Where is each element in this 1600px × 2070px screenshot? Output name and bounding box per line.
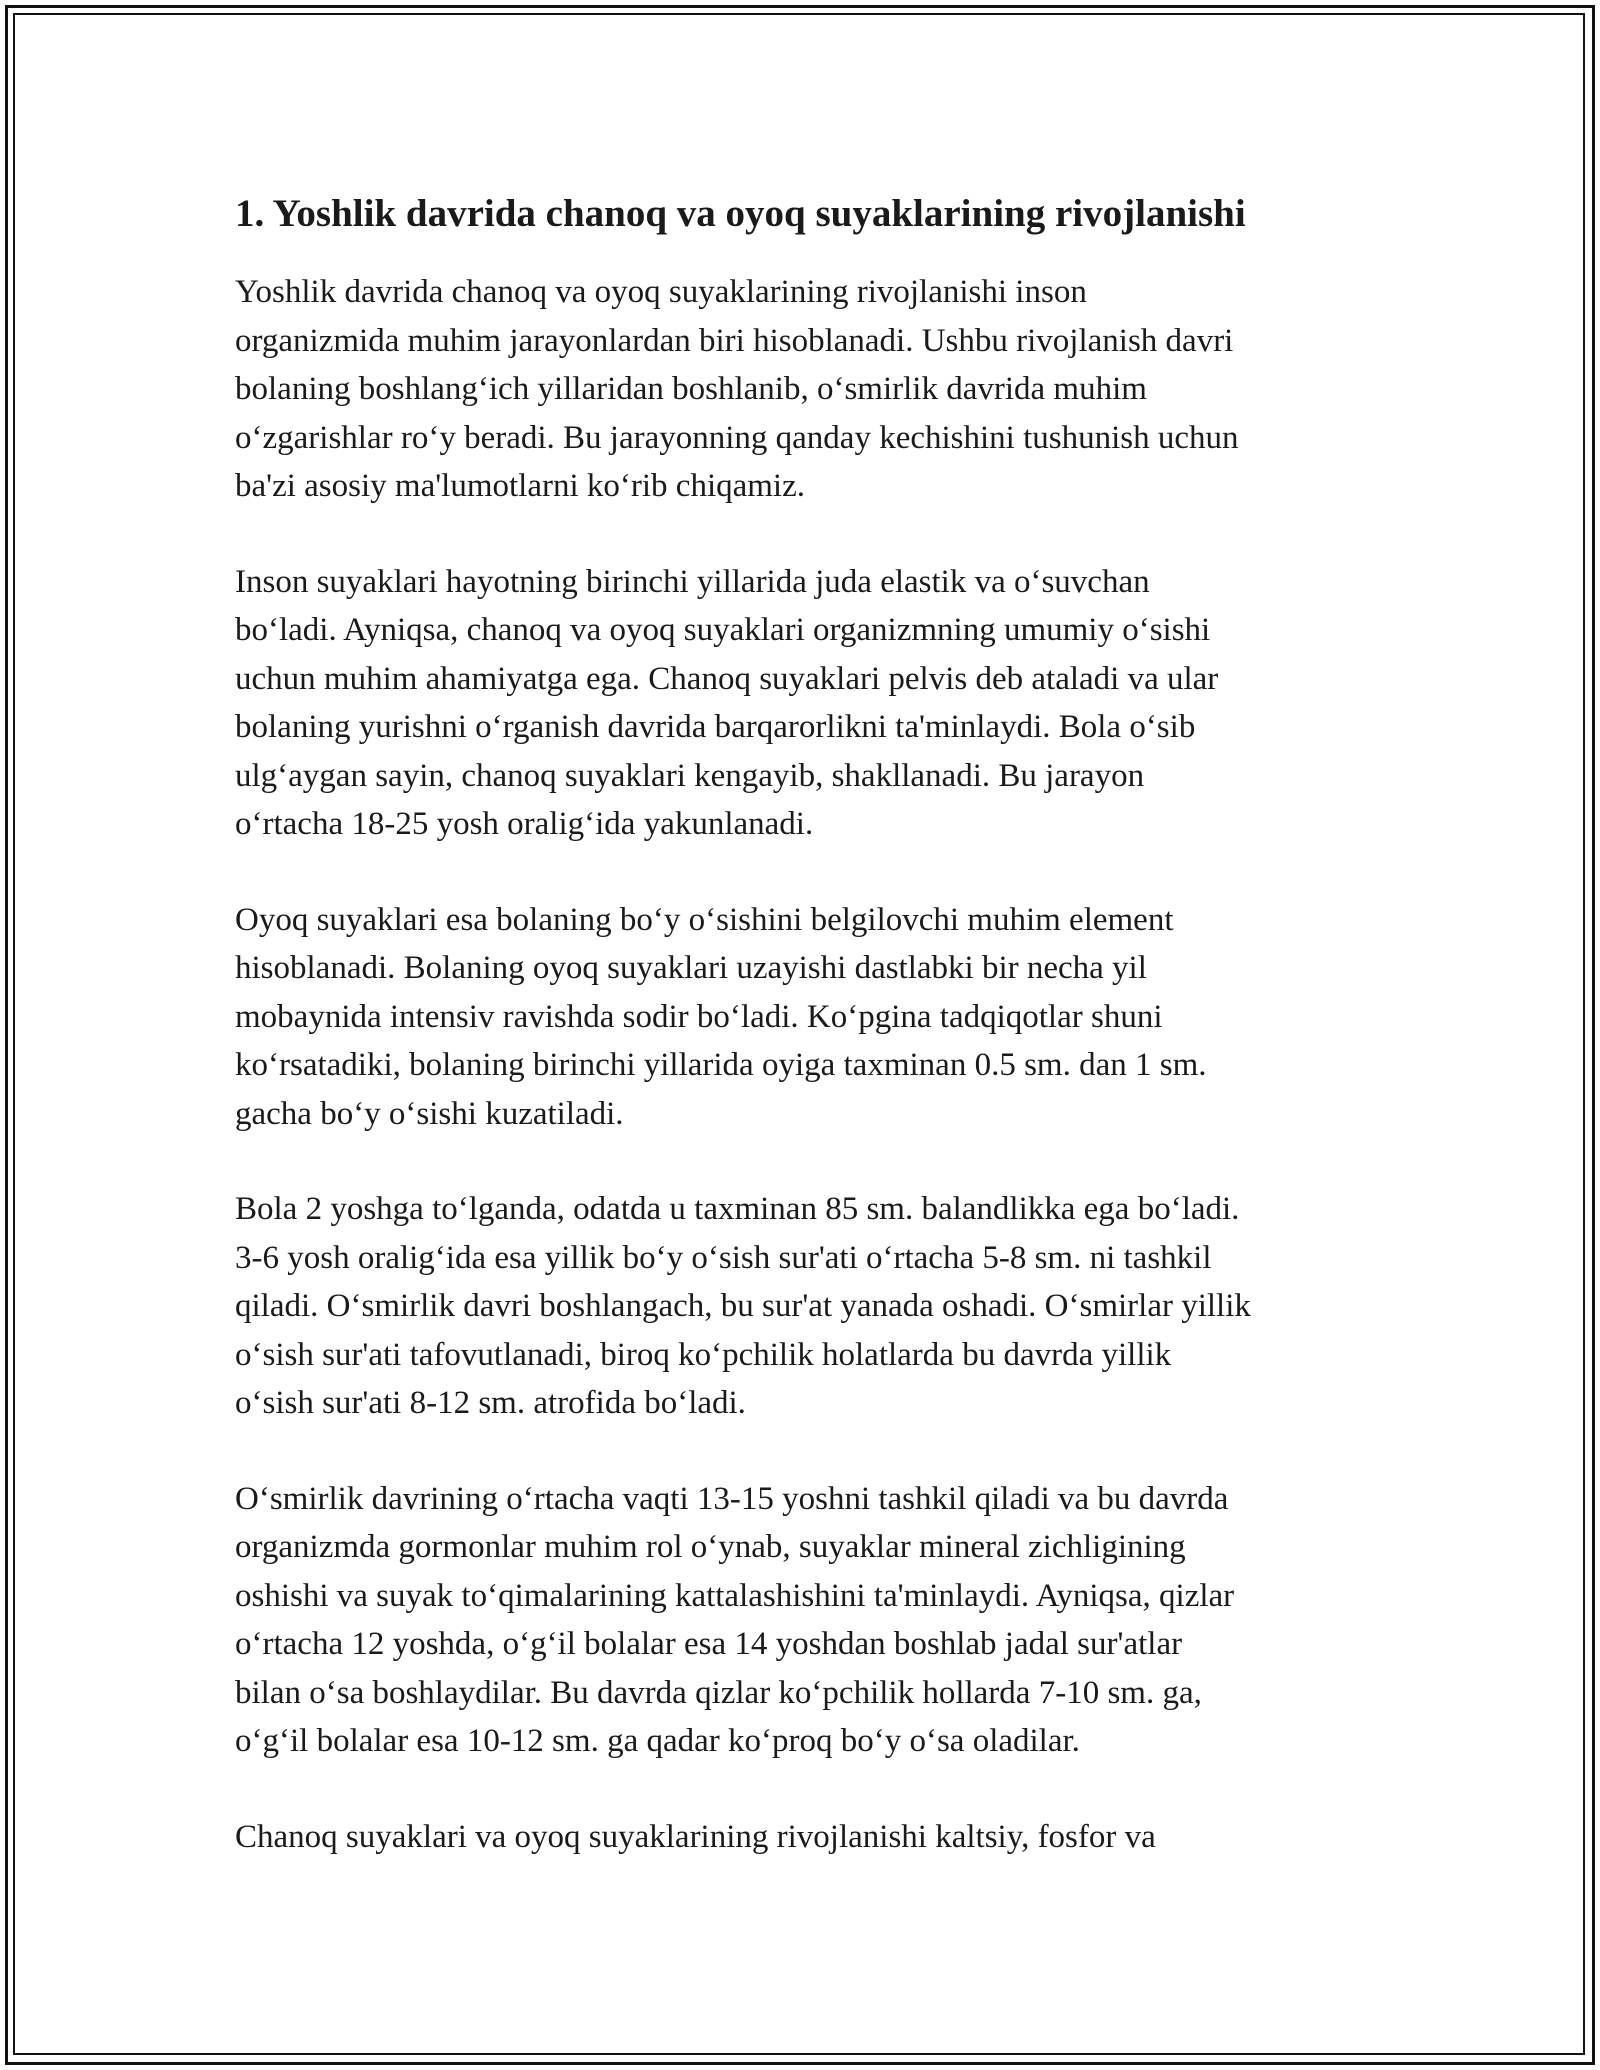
paragraph-line: o‘rtacha 18-25 yosh oralig‘ida yakunlanadi. <box>235 806 814 842</box>
paragraph-line: o‘sish sur'ati tafovutlanadi, biroq ko‘pchilik holatlarda bu davrda yillik <box>235 1336 1172 1373</box>
paragraph-line: oshishi va suyak to‘qimalarining kattalashishini ta'minlaydi. Ayniqsa, qizlar <box>235 1577 1235 1614</box>
paragraph-line: ko‘rsatadiki, bolaning birinchi yillarida oyiga taxminan 0.5 sm. dan 1 sm. <box>235 1047 1207 1083</box>
paragraph-line: qiladi. O‘smirlik davri boshlangach, bu sur'at yanada oshadi. O‘smirlar yillik <box>235 1288 1251 1324</box>
paragraph-line: mobaynida intensiv ravishda sodir bo‘ladi. Ko‘pgina tadqiqotlar shuni <box>235 998 1163 1035</box>
paragraph-adolescence <box>235 1475 1375 1766</box>
paragraph-line: bolaning yurishni o‘rganish davrida barqarorlikni ta'minlaydi. Bola o‘sib <box>235 709 1196 745</box>
paragraph-line: ulg‘aygan sayin, chanoq suyaklari kengayib, shakllanadi. Bu jarayon <box>235 757 1145 794</box>
paragraph-line: O‘smirlik davrining o‘rtacha vaqti 13-15 yoshni tashkil qiladi va bu davrda <box>235 1480 1229 1517</box>
paragraph-pelvis <box>235 558 1375 849</box>
section-heading: 1. Yoshlik davrida chanoq va oyoq suyaklarining rivojlanishi <box>235 192 1246 235</box>
paragraph-line: bilan o‘sa boshlaydilar. Bu davrda qizlar ko‘pchilik hollarda 7-10 sm. ga, <box>235 1674 1202 1711</box>
paragraph-line: organizmda gormonlar muhim rol o‘ynab, suyaklar mineral zichligining <box>235 1529 1186 1565</box>
paragraph-leg-bones <box>235 896 1375 1139</box>
paragraph-line: gacha bo‘y o‘sishi kuzatiladi. <box>235 1095 624 1132</box>
paragraph-line: Chanoq suyaklari va oyoq suyaklarining rivojlanishi kaltsiy, fosfor va <box>235 1818 1156 1855</box>
paragraph-intro <box>235 268 1375 511</box>
paragraph-line: o‘sish sur'ati 8-12 sm. atrofida bo‘ladi. <box>235 1385 746 1421</box>
paragraph-line: o‘zgarishlar ro‘y beradi. Bu jarayonning qanday kechishini tushunish uchun <box>235 419 1239 456</box>
paragraph-line: o‘g‘il bolalar esa 10-12 sm. ga qadar ko‘proq bo‘y o‘sa oladilar. <box>235 1723 1080 1759</box>
document-body <box>235 188 1375 1908</box>
paragraph-line: bolaning boshlang‘ich yillaridan boshlanib, o‘smirlik davrida muhim <box>235 371 1147 407</box>
paragraph-line: Bola 2 yoshga to‘lganda, odatda u taxminan 85 sm. balandlikka ega bo‘ladi. <box>235 1191 1240 1227</box>
paragraph-line: ba'zi asosiy ma'lumotlarni ko‘rib chiqamiz. <box>235 468 805 504</box>
paragraph-nutrition <box>235 1813 1375 1862</box>
paragraph-line: Yoshlik davrida chanoq va oyoq suyaklarining rivojlanishi inson <box>235 274 1087 310</box>
paragraph-line: hisoblanadi. Bolaning oyoq suyaklari uzayishi dastlabki bir necha yil <box>235 950 1147 986</box>
paragraph-line: o‘rtacha 12 yoshda, o‘g‘il bolalar esa 14 yoshdan boshlab jadal sur'atlar <box>235 1626 1183 1662</box>
paragraph-line: Oyoq suyaklari esa bolaning bo‘y o‘sishini belgilovchi muhim element <box>235 901 1174 938</box>
paragraph-line: uchun muhim ahamiyatga ega. Chanoq suyaklari pelvis deb ataladi va ular <box>235 660 1219 697</box>
paragraph-line: Inson suyaklari hayotning birinchi yillarida juda elastik va o‘suvchan <box>235 563 1150 600</box>
paragraph-line: bo‘ladi. Ayniqsa, chanoq va oyoq suyaklari organizmning umumiy o‘sishi <box>235 612 1211 648</box>
paragraph-line: 3-6 yosh oralig‘ida esa yillik bo‘y o‘sish sur'ati o‘rtacha 5-8 sm. ni tashkil <box>235 1239 1212 1276</box>
paragraph-line: organizmida muhim jarayonlardan biri hisoblanadi. Ushbu rivojlanish davri <box>235 322 1234 359</box>
paragraph-growth-rate <box>235 1185 1375 1428</box>
